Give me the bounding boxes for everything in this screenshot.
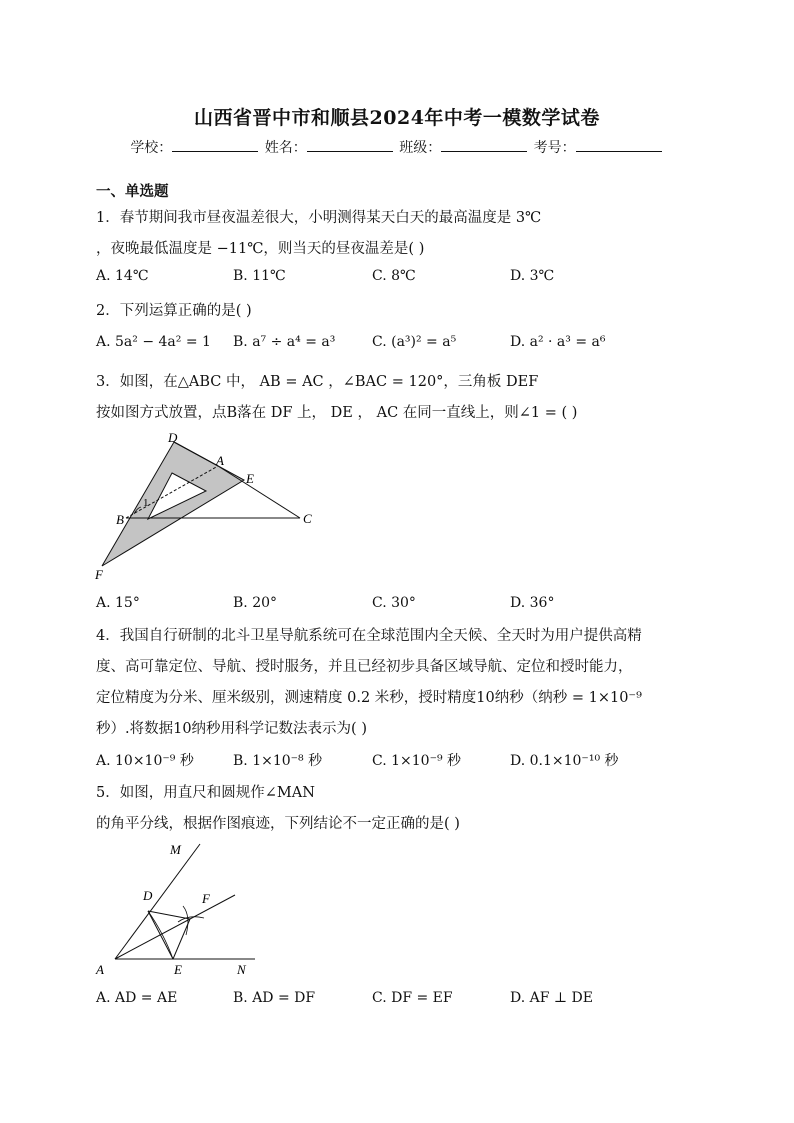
exam-title: 山西省晋中市和顺县2024年中考一模数学试卷 [194,107,600,129]
ray-am [115,844,200,959]
q3-line1: 3．如图，在△ABC 中， AB = AC ，∠BAC = 120°，三角板 DEF [96,374,539,390]
q4-line1: 4．我国自行研制的北斗卫星导航系统可在全球范围内全天候、全天时为用户提供高精 [96,628,642,644]
school-blank[interactable] [172,137,258,152]
name-label: 姓名： [264,140,307,156]
label-a: A [216,453,224,468]
q4-option-c: C. 1×10⁻⁹ 秒 [372,753,462,769]
q5-option-c: C. DF = EF [372,990,453,1006]
label-d: D [168,430,178,445]
class-blank[interactable] [441,137,527,152]
q5-line2: 的角平分线，根据作图痕迹，下列结论不一定正确的是( ) [96,816,460,832]
section-title: 一、单选题 [96,183,169,200]
q2-line1: 2．下列运算正确的是( ) [96,303,252,319]
student-info-line [0,137,794,157]
segment-de [148,911,173,959]
q4-line3: 定位精度为分米、厘米级别，测速精度 0.2 米秒，授时精度10纳秒（纳秒 = 1×10⁻⁹ [96,690,642,706]
class-label: 班级： [399,140,442,156]
q3-triangle-figure [90,428,330,584]
school-label: 学校： [130,140,173,156]
q5-option-b: B. AD = DF [233,990,316,1006]
label-f: F [95,567,103,582]
segment-df [148,911,190,919]
q1-line2: ，夜晚最低温度是 −11℃，则当天的昼夜温差是( ) [96,241,425,257]
label-d: D [143,888,153,903]
q1-option-c: C. 8℃ [372,268,416,284]
label-a: A [96,962,104,977]
label-m: M [170,842,181,857]
q5-option-d: D. AF ⊥ DE [510,990,593,1006]
q1-option-d: D. 3℃ [510,268,555,284]
q5-angle-bisector-figure [90,838,270,980]
q1-option-a: A. 14℃ [96,268,149,284]
q3-option-d: D. 36° [510,595,555,611]
q2-option-d: D. a² · a³ = a⁶ [510,334,606,350]
ray-af [115,895,235,959]
q3-option-c: C. 30° [372,595,416,611]
q4-option-d: D. 0.1×10⁻¹⁰ 秒 [510,753,619,769]
name-blank[interactable] [307,137,393,152]
q3-option-b: B. 20° [233,595,278,611]
q4-option-b: B. 1×10⁻⁸ 秒 [233,753,323,769]
q5-option-a: A. AD = AE [96,990,178,1006]
exam-number-blank[interactable] [576,137,662,152]
q1-line1: 1．春节期间我市昼夜温差很大，小明测得某天白天的最高温度是 3℃ [96,210,542,226]
q2-option-a: A. 5a² − 4a² = 1 [96,334,211,350]
label-b: B [116,512,124,527]
exam-number-label: 考号： [533,140,576,156]
q1-option-b: B. 11℃ [233,268,286,284]
label-f: F [202,891,210,906]
label-n: N [237,962,246,977]
q4-option-a: A. 10×10⁻⁹ 秒 [96,753,194,769]
q3-option-a: A. 15° [96,595,140,611]
label-e: E [174,962,182,977]
q4-line2: 度、高可靠定位、导航、授时服务，并且已经初步具备区域导航、定位和授时能力， [96,659,633,675]
q2-option-c: C. (a³)² = a⁵ [372,334,457,350]
q5-line1: 5．如图，用直尺和圆规作∠MAN [96,785,315,801]
q4-line4: 秒）.将数据10纳秒用科学记数法表示为( ) [96,721,367,737]
q3-line2: 按如图方式放置，点B落在 DF 上， DE ， AC 在同一直线上，则∠1 = ( ) [96,405,578,421]
segment-ac [218,466,300,518]
q2-option-b: B. a⁷ ÷ a⁴ = a³ [233,334,336,350]
label-angle-1: 1 [143,497,149,509]
label-e: E [246,471,254,486]
label-c: C [303,511,312,526]
